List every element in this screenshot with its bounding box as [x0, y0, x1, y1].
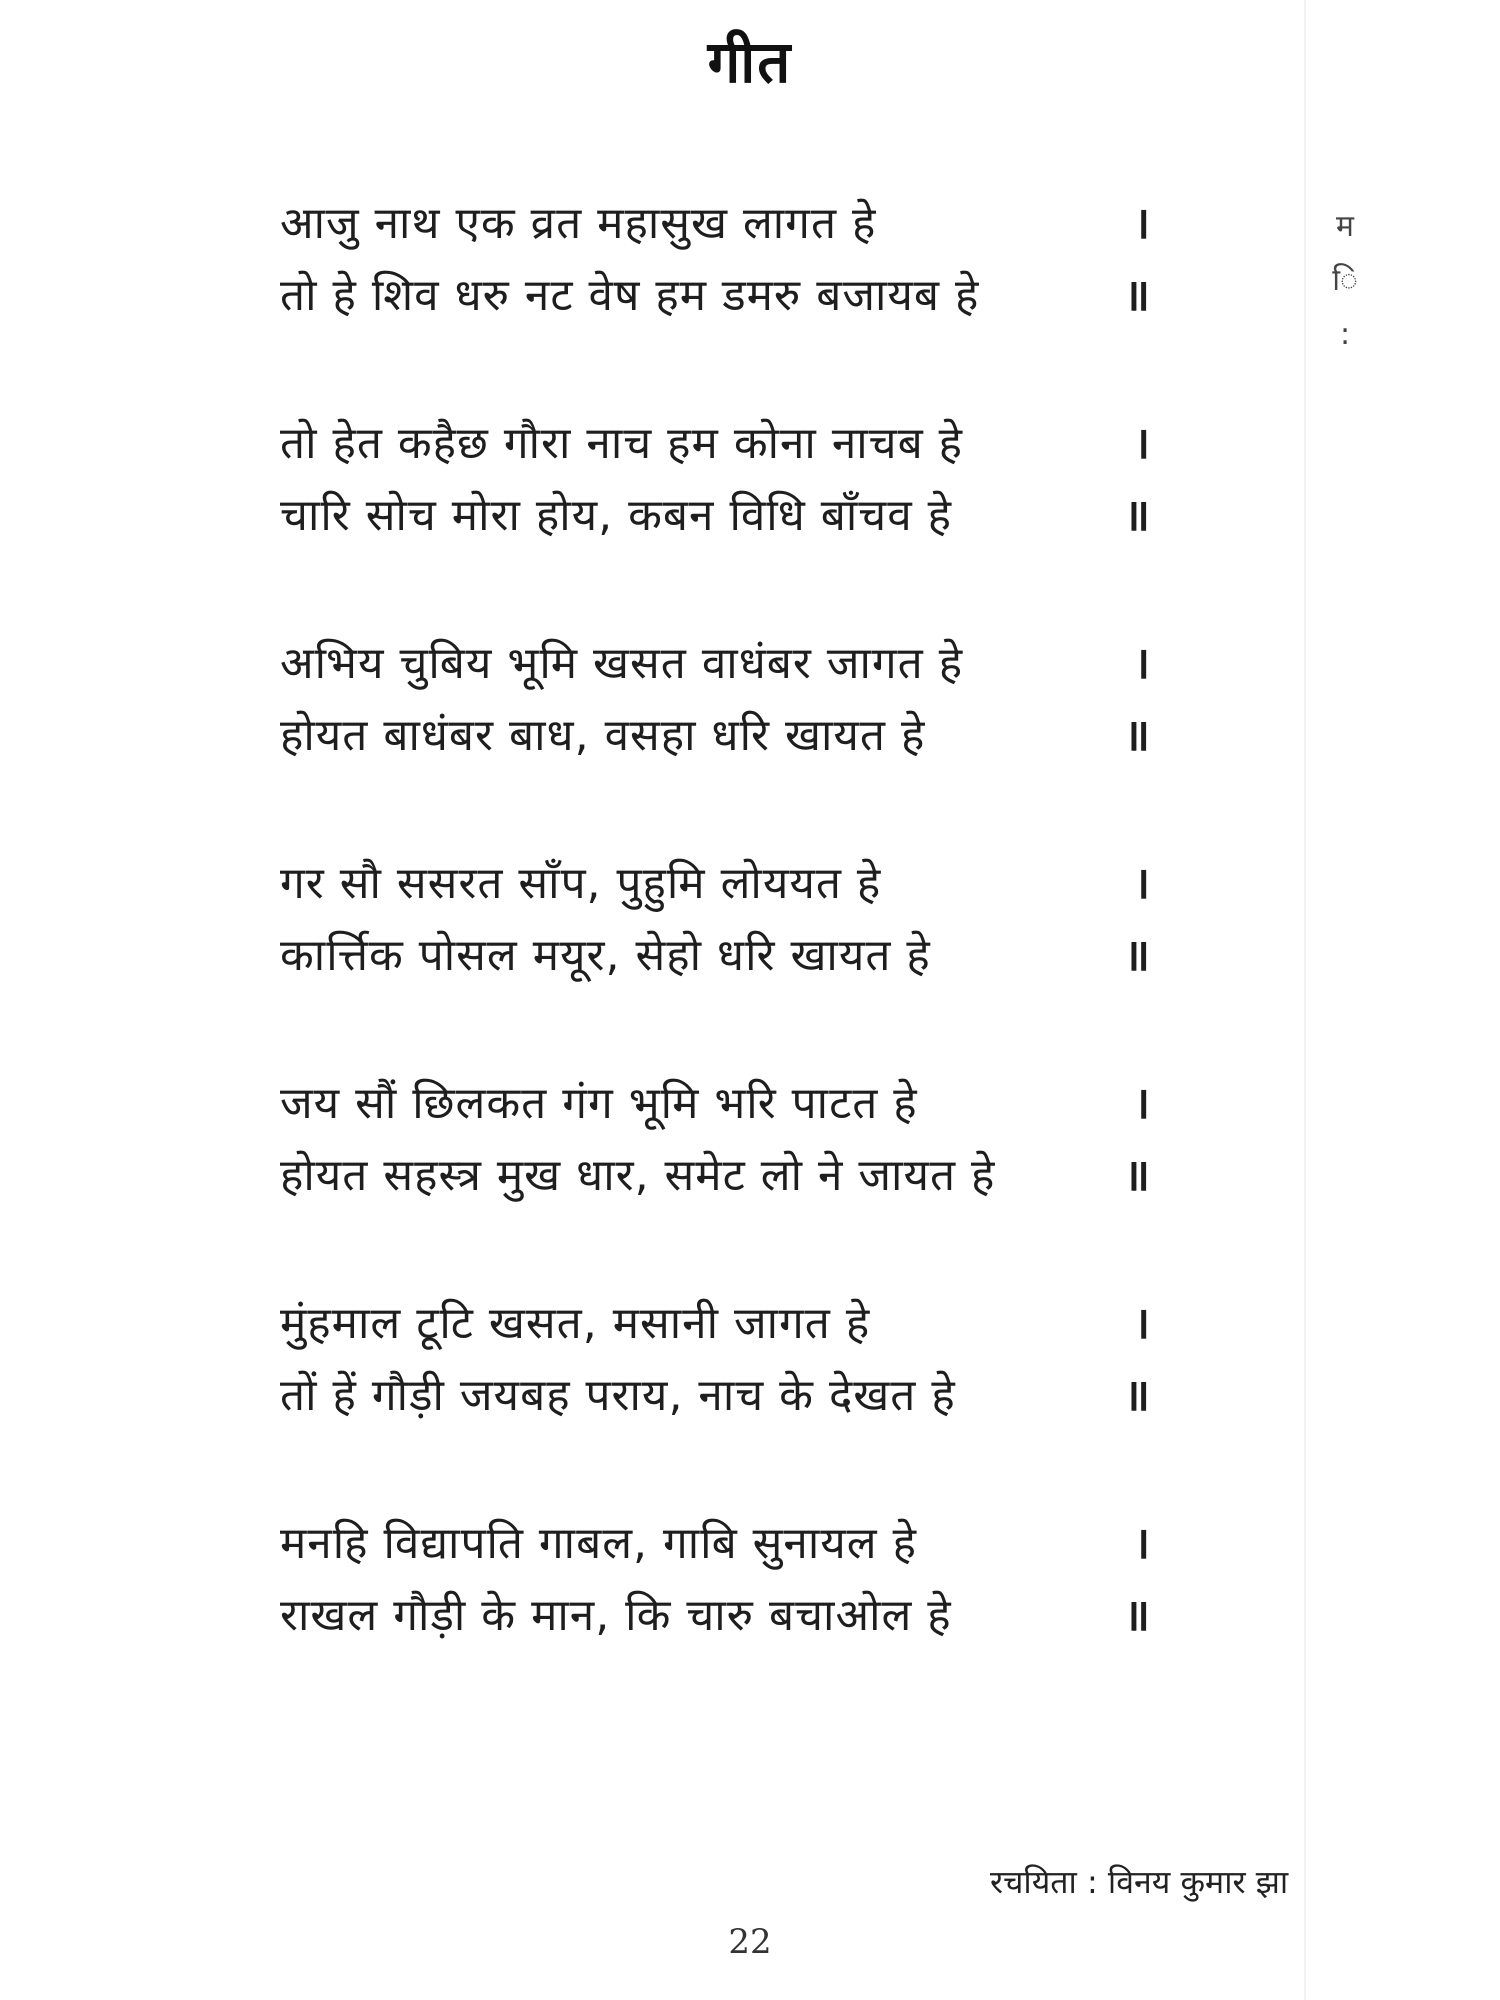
verse-end-mark: ॥ — [1123, 930, 1150, 981]
stanza — [280, 848, 1180, 1068]
margin-char: ि — [1332, 263, 1358, 298]
verse-end-mark: ॥ — [1123, 710, 1150, 761]
verse-line — [280, 1140, 1150, 1212]
verse-line — [280, 920, 1150, 992]
verse-line — [280, 628, 1150, 700]
verse-end-mark: ॥ — [1123, 1150, 1150, 1201]
verse-line — [280, 848, 1150, 920]
verse-text: आजु नाथ एक व्रत महासुख लागत हे — [280, 198, 877, 249]
page-edge-shadow — [1304, 0, 1306, 2000]
verse-end-mark: ॥ — [1123, 490, 1150, 541]
verse-text: चारि सोच मोरा होय, कबन विधि बाँचव हे — [280, 490, 953, 541]
page-number: 22 — [728, 1922, 772, 1962]
verse-text: मनहि विद्यापति गाबल, गाबि सुनायल हे — [280, 1518, 917, 1569]
verse-end-mark: । — [1133, 1518, 1150, 1569]
verse-line — [280, 700, 1150, 772]
stanza — [280, 188, 1180, 408]
stanza — [280, 628, 1180, 848]
verse-text: गर सौ ससरत साँप, पुहुमि लोययत हे — [280, 858, 882, 909]
verse-line — [280, 260, 1150, 332]
verse-text: अभिय चुबिय भूमि खसत वाधंबर जागत हे — [280, 638, 964, 689]
verse-text: होयत बाधंबर बाध, वसहा धरि खायत हे — [280, 710, 926, 761]
stanza — [280, 1068, 1180, 1288]
verse-text: होयत सहस्त्र मुख धार, समेट लो ने जायत हे — [280, 1150, 996, 1201]
author-credit: रचयिता : विनय कुमार झा — [990, 1863, 1289, 1901]
verse-text: तों हें गौड़ी जयबह पराय, नाच के देखत हे — [280, 1370, 956, 1421]
stanza — [280, 408, 1180, 628]
verse-line — [280, 408, 1150, 480]
verse-text: तो हे शिव धरु नट वेष हम डमरु बजायब हे — [280, 270, 980, 321]
margin-char: म — [1336, 209, 1354, 244]
verse-text: मुंहमाल टूटि खसत, मसानी जागत हे — [280, 1298, 871, 1349]
verse-line — [280, 480, 1150, 552]
verse-end-mark: । — [1133, 1078, 1150, 1129]
facing-page-bleed-text — [1330, 200, 1360, 362]
margin-char: : — [1339, 317, 1351, 352]
verse-line — [280, 1508, 1150, 1580]
verse-line — [280, 1288, 1150, 1360]
verse-text: राखल गौड़ी के मान, कि चारु बचाओल हे — [280, 1590, 952, 1641]
stanza — [280, 1288, 1180, 1508]
verse-end-mark: ॥ — [1123, 1590, 1150, 1641]
verse-end-mark: ॥ — [1123, 270, 1150, 321]
verse-line — [280, 1360, 1150, 1432]
page-title: गीत — [707, 28, 793, 96]
verse-end-mark: । — [1133, 418, 1150, 469]
verse-end-mark: । — [1133, 638, 1150, 689]
verse-line — [280, 1580, 1150, 1652]
stanza — [280, 1508, 1180, 1728]
verse-end-mark: । — [1133, 858, 1150, 909]
verse-text: जय सौं छिलकत गंग भूमि भरि पाटत हे — [280, 1078, 918, 1129]
verse-end-mark: । — [1133, 1298, 1150, 1349]
verse-end-mark: ॥ — [1123, 1370, 1150, 1421]
verse-text: कार्त्तिक पोसल मयूर, सेहो धरि खायत हे — [280, 930, 931, 981]
poem — [280, 188, 1180, 1728]
verse-line — [280, 188, 1150, 260]
verse-text: तो हेत कहैछ गौरा नाच हम कोना नाचब हे — [280, 418, 964, 469]
verse-line — [280, 1068, 1150, 1140]
verse-end-mark: । — [1133, 198, 1150, 249]
